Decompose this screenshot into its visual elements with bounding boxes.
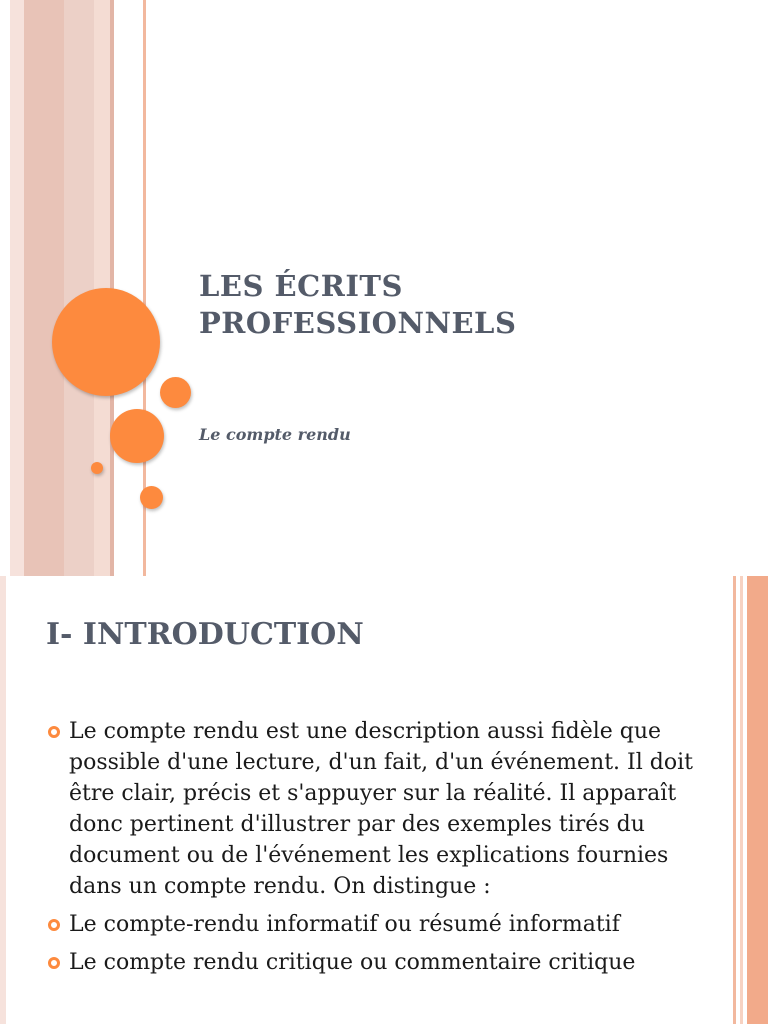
decorative-circle <box>140 486 163 509</box>
decorative-stripe <box>10 0 24 576</box>
title-line: LES ÉCRITS <box>199 269 403 303</box>
slide-title <box>199 268 719 342</box>
decorative-stripe <box>24 0 64 576</box>
decorative-circle <box>160 377 191 408</box>
bullet-item <box>46 909 706 940</box>
bullet-text: Le compte rendu est une description aussi fidèle que possible d'une lecture, d'un fait, d'un événement. Il doit être clair, précis et s'appuyer sur la réalité. Il apparaît donc pertinent d'illustrer par des exemples tirés du document ou de l'événement les explications fournies dans un compte rendu. On distingue : <box>69 719 693 899</box>
bullet-ring-icon <box>48 957 60 969</box>
decorative-stripe <box>747 576 768 1024</box>
decorative-stripe <box>733 576 736 1024</box>
slide-subtitle: Le compte rendu <box>199 425 351 444</box>
decorative-circle <box>52 288 160 396</box>
bullet-ring-icon <box>48 726 60 738</box>
bullet-text: Le compte-rendu informatif ou résumé informatif <box>69 912 620 937</box>
bullet-list <box>46 716 706 985</box>
decorative-circle <box>110 409 164 463</box>
bullet-ring-icon <box>48 919 60 931</box>
decorative-stripe <box>0 576 6 1024</box>
bullet-item <box>46 947 706 978</box>
decorative-stripe <box>64 0 94 576</box>
decorative-circle <box>91 462 103 474</box>
decorative-stripe <box>740 576 743 1024</box>
bullet-text: Le compte rendu critique ou commentaire critique <box>69 950 636 975</box>
section-heading: I- INTRODUCTION <box>46 617 364 652</box>
bullet-item <box>46 716 706 902</box>
content-slide <box>0 576 768 1024</box>
title-line: PROFESSIONNELS <box>199 306 517 340</box>
